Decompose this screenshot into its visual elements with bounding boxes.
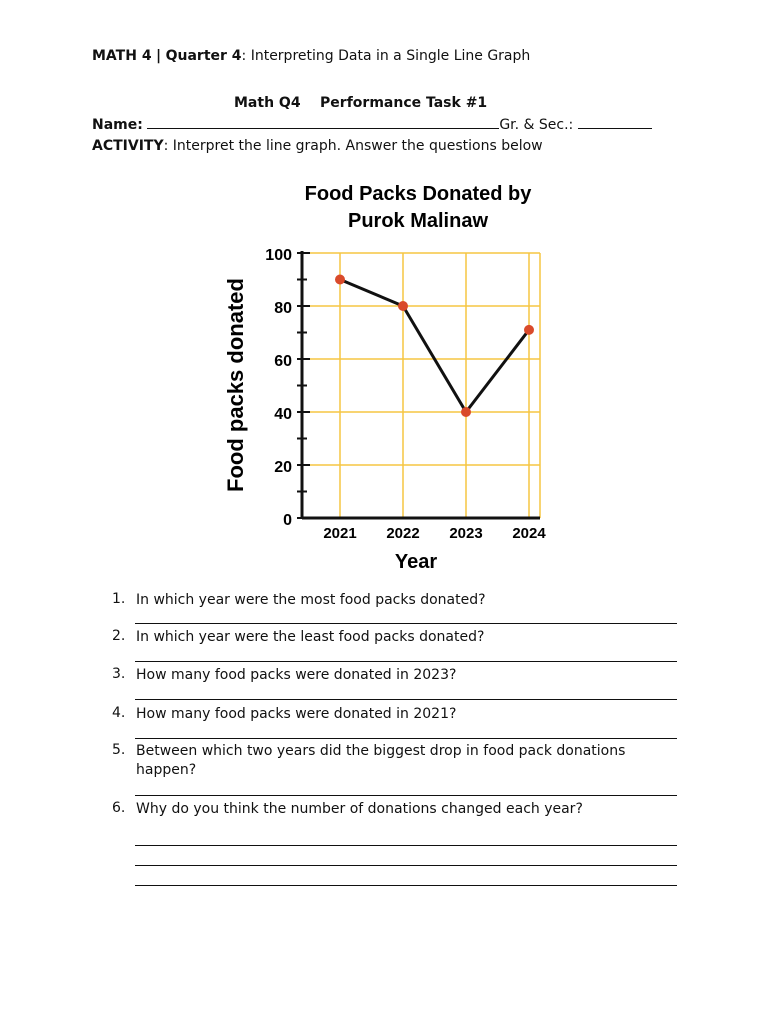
y-tick-label: 80 — [274, 300, 292, 317]
series-line — [340, 280, 529, 413]
y-tick-label: 100 — [265, 247, 292, 264]
question-text: Between which two years did the biggest drop in food pack donations happen? — [136, 743, 626, 778]
chart-axes — [297, 251, 540, 518]
grade-field[interactable] — [578, 128, 652, 129]
chart-grid — [302, 253, 540, 518]
question-number: 2. — [112, 628, 126, 644]
answer-line-4[interactable] — [135, 738, 677, 739]
name-label: Name: — [92, 117, 143, 133]
y-tick-label: 20 — [274, 459, 292, 476]
answer-line-6b[interactable] — [135, 865, 677, 866]
y-axis-label: Food packs donated — [223, 278, 248, 492]
activity-label: ACTIVITY — [92, 138, 164, 154]
name-field[interactable] — [147, 128, 499, 129]
x-tick-label: 2023 — [449, 525, 483, 542]
data-point — [398, 301, 408, 311]
task-title: Math Q4 Performance Task #1 — [234, 95, 488, 111]
topic-text: : Interpreting Data in a Single Line Graph — [241, 48, 531, 64]
separator: | — [156, 48, 162, 64]
answer-line-6a[interactable] — [135, 845, 677, 846]
data-point — [524, 325, 534, 335]
y-tick-label: 0 — [283, 512, 292, 529]
grade-label: Gr. & Sec.: — [499, 117, 574, 133]
answer-line-2[interactable] — [135, 661, 677, 662]
y-tick-label: 60 — [274, 353, 292, 370]
x-tick-label: 2024 — [512, 525, 546, 542]
activity-row — [92, 138, 543, 154]
question-text: Why do you think the number of donations changed each year? — [136, 801, 583, 817]
x-tick-label: 2022 — [386, 525, 420, 542]
x-tick-label: 2021 — [323, 525, 357, 542]
line-chart — [210, 170, 560, 580]
x-axis-label: Year — [394, 551, 438, 573]
chart-title-line2: Purok Malinaw — [347, 210, 489, 232]
question-text: How many food packs were donated in 2021? — [136, 706, 457, 722]
quarter-label: Quarter 4 — [165, 48, 242, 64]
subject-label: MATH 4 — [92, 48, 152, 64]
chart-tick-labels — [265, 247, 546, 542]
question-number: 3. — [112, 666, 126, 682]
y-tick-label: 40 — [274, 406, 292, 423]
name-row — [92, 117, 652, 133]
answer-line-3[interactable] — [135, 699, 677, 700]
answer-line-6c[interactable] — [135, 885, 677, 886]
question-text: In which year were the most food packs donated? — [136, 592, 486, 608]
chart-title-line1: Food Packs Donated by — [304, 183, 532, 205]
answer-line-1[interactable] — [135, 623, 677, 624]
question-text: In which year were the least food packs donated? — [136, 629, 485, 645]
header-line — [92, 48, 530, 64]
question-number: 6. — [112, 800, 126, 816]
data-point — [335, 275, 345, 285]
question-number: 5. — [112, 742, 126, 758]
question-text: How many food packs were donated in 2023? — [136, 667, 457, 683]
answer-line-5[interactable] — [135, 795, 677, 796]
question-number: 1. — [112, 591, 126, 607]
question-number: 4. — [112, 705, 126, 721]
chart-series — [335, 275, 534, 418]
activity-text: : Interpret the line graph. Answer the questions below — [163, 138, 543, 154]
data-point — [461, 407, 471, 417]
